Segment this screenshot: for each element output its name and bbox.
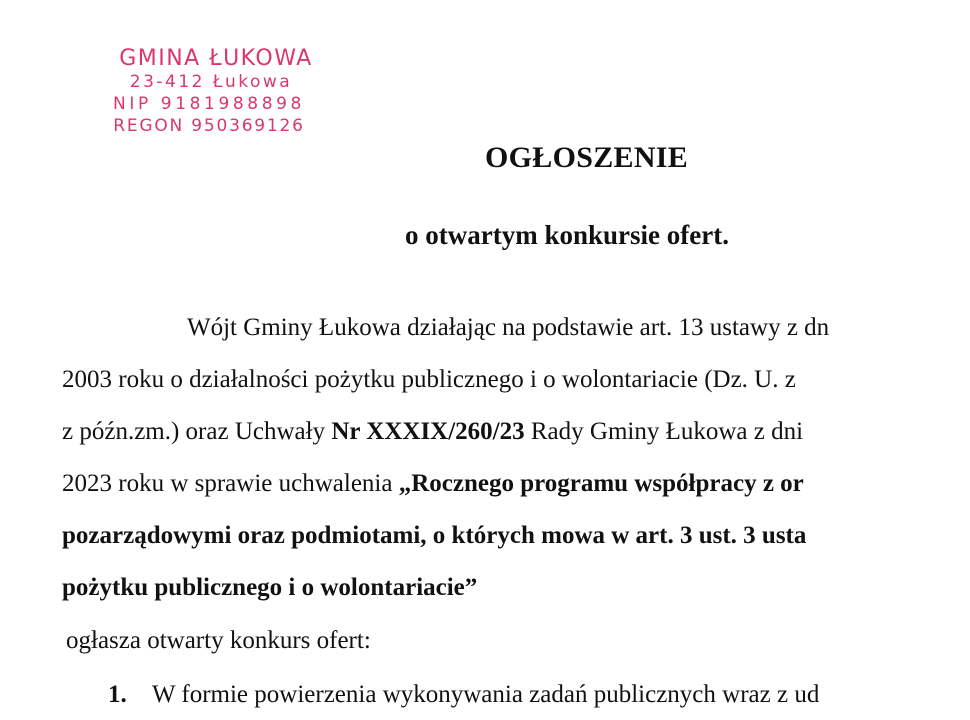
program-title-start: „Rocznego programu współpracy z or	[398, 470, 804, 497]
paragraph-line-7: ogłasza otwarty konkurs ofert:	[66, 627, 371, 654]
document-title: OGŁOSZENIE	[485, 141, 689, 174]
stamp-regon: REGON 950369126	[113, 116, 305, 136]
line4-text-a: 2023 roku w sprawie uchwalenia	[62, 470, 399, 497]
resolution-number: Nr XXXIX/260/23	[331, 418, 525, 445]
municipality-stamp	[80, 48, 352, 140]
paragraph-line-2: 2003 roku o działalności pożytku publicznego i o wolontariacie (Dz. U. z	[62, 366, 796, 393]
paragraph-line-6: pożytku publicznego i o wolontariacie”	[62, 574, 478, 601]
stamp-address: 23-412 Łukowa	[129, 72, 293, 92]
stamp-name: GMINA ŁUKOWA	[119, 46, 313, 71]
paragraph-line-4	[62, 471, 804, 496]
document-subtitle: o otwartym konkursie ofert.	[405, 220, 729, 250]
line3-text-c: Rady Gminy Łukowa z dni	[524, 418, 804, 445]
list-item-text: W formie powierzenia wykonywania zadań publicznych wraz z ud	[152, 681, 820, 708]
paragraph-line-3	[62, 419, 803, 444]
stamp-nip: NIP 9181988898	[113, 94, 305, 114]
line3-text-a: z późn.zm.) oraz Uchwały	[62, 418, 332, 445]
list-item-number: 1.	[108, 681, 127, 708]
paragraph-line-5: pozarządowymi oraz podmiotami, o których mowa w art. 3 ust. 3 usta	[62, 522, 807, 549]
paragraph-line-1: Wójt Gminy Łukowa działając na podstawie art. 13 ustawy z dn	[187, 314, 830, 341]
